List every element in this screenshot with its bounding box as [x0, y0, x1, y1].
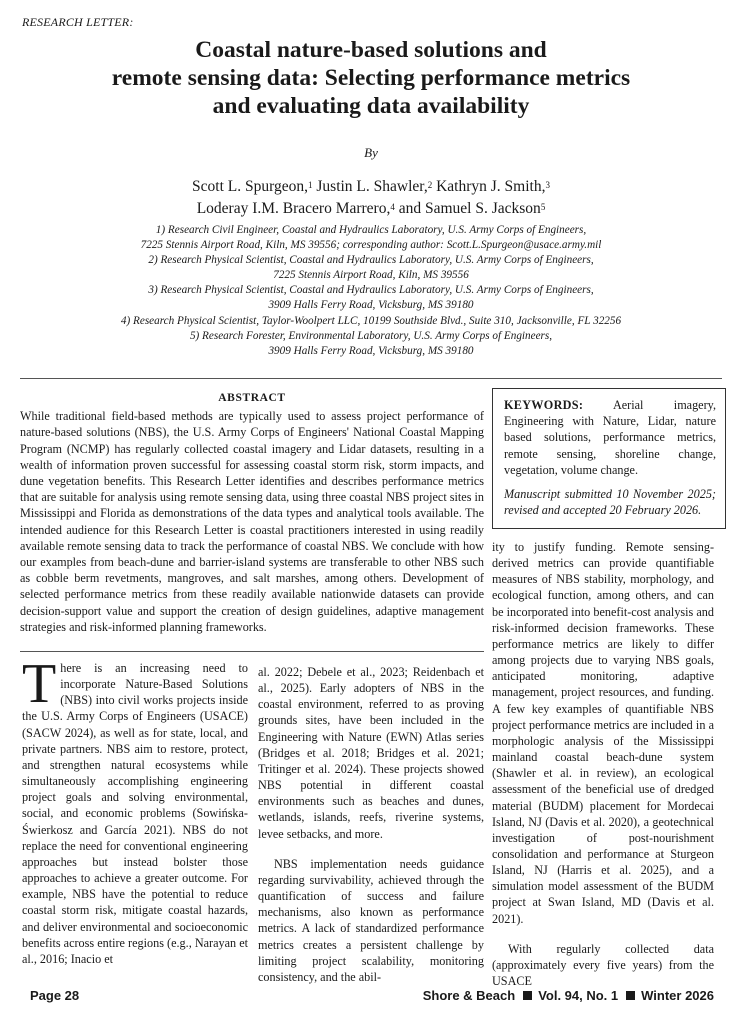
affiliation-line: 1) Research Civil Engineer, Coastal and Hydraulics Laboratory, U.S. Army Corps of Engineers,: [155, 224, 587, 236]
body-paragraph: NBS implementation needs guidance regarding survivability, achieved through the quantification of success and failure mechanisms, also known as performance metrics. A lack of standardized performance metrics creates a persistent challenge by limiting project scalability, monitoring consistency, and the abil-: [258, 856, 484, 984]
title-line-1: Coastal nature-based solutions and: [195, 37, 547, 63]
body-column-1: [22, 653, 248, 967]
journal-issue: Winter 2026: [641, 988, 714, 1003]
abstract-divider: [20, 651, 484, 652]
drop-cap: T: [22, 653, 57, 715]
author-sup: 4: [390, 202, 395, 212]
author-name: Justin L. Shawler,: [312, 178, 428, 195]
body-column-2: [258, 664, 484, 985]
square-bullet-icon: [523, 991, 532, 1000]
affiliation-line: 7225 Stennis Airport Road, Kiln, MS 39556: [273, 269, 469, 282]
abstract-text: While traditional field-based methods are typically used to assess project performance of nature-based solutions (NBS), the U.S. Army Corps of Engineers' National Coastal Mapping Program (NCMP) has regularly collected coastal imagery and Lidar datasets, resulting in a wealth of information proven successful for assessing coastal storm risk, storm impacts, and dune vegetation benefits. This Research Letter identifies and describes performance metrics that are suitable for analysis using remote sensing data, using three coastal NBS project sites in Mississippi and Florida as demonstrations of the data types and analytical tools available. The intended audience for this Research Letter is coastal practitioners interested in using readily available remote sensing data to track the performance of coastal NBS. We conclude with how our examples from beach-dune and barrier-island systems are transferable to other NBS such as cobble berm revetments, mangroves, and salt marshes, among others. Development of selected performance metrics from these readily available nationwide datasets can provide decision-support value and support the creation of design guidelines, adaptive management strategies and risk-informed planning frameworks.: [20, 409, 484, 634]
author-sup: 1: [308, 180, 313, 190]
keywords-box: [492, 388, 726, 529]
author-name: Scott L. Spurgeon,: [192, 178, 308, 195]
author-list: [30, 176, 712, 220]
abstract-heading: ABSTRACT: [218, 392, 286, 404]
square-bullet-icon: [626, 991, 635, 1000]
author-sup: 3: [545, 180, 550, 190]
affiliation-line: 4) Research Physical Scientist, Taylor-Woolpert LLC, 10199 Southside Blvd., Suite 310, Jacksonville, FL 32256: [120, 314, 622, 327]
body-column-3: [492, 539, 714, 989]
affiliation-line: 7225 Stennis Airport Road, Kiln, MS 39556; corresponding author: Scott.L.Spurgeon@usace.army.mil: [140, 239, 602, 252]
affiliation-line: 3909 Halls Ferry Road, Vicksburg, MS 39180: [268, 344, 474, 357]
journal-volume: Vol. 94, No. 1: [538, 988, 619, 1003]
journal-info: [423, 988, 714, 1003]
affiliation-line: 5) Research Forester, Environmental Laboratory, U.S. Army Corps of Engineers,: [189, 329, 553, 342]
author-sup: 5: [540, 202, 546, 212]
author-name: and Samuel S. Jackson: [394, 200, 541, 217]
article-title: [40, 36, 702, 120]
abstract-section: [20, 390, 484, 635]
author-sup: 2: [427, 180, 433, 190]
author-name: Loderay I.M. Bracero Marrero,: [196, 200, 391, 217]
affiliation-line: 2) Research Physical Scientist, Coastal and Hydraulics Laboratory, U.S. Army Corps of Engineers,: [148, 254, 594, 267]
keywords-paragraph: [504, 397, 716, 478]
manuscript-dates: Manuscript submitted 10 November 2025; revised and accepted 20 February 2026.: [504, 487, 716, 518]
article-type-label: RESEARCH LETTER:: [22, 15, 134, 29]
page-footer: [0, 988, 742, 1012]
keywords-text: Aerial imagery, Engineering with Nature, Lidar, nature based solutions, performance metrics, remote sensing, shoreline change, vegetation, volume change.: [504, 398, 716, 477]
affiliations: [30, 223, 712, 359]
body-paragraph: [22, 653, 248, 967]
affiliation-line: 3909 Halls Ferry Road, Vicksburg, MS 39180: [268, 299, 474, 312]
title-line-3: and evaluating data availability: [212, 93, 530, 119]
byline: By: [364, 145, 378, 160]
body-paragraph: al. 2022; Debele et al., 2023; Reidenbach et al., 2025). Early adopters of NBS in the coastal environment, referred to as proving grounds sites, have been included in the Engineering with Nature (EWN) Atlas series (Bridges et al. 2018; Bridges et al. 2021; Tritinger et al. 2024). These projects showed NBS potential in different coastal environments such as beaches and dunes, wetlands, islands, reefs, riverine systems, levee setbacks, and more.: [258, 665, 484, 841]
body-paragraph: With regularly collected data (approximately every five years) from the USACE: [492, 941, 714, 989]
section-divider: [20, 378, 722, 379]
title-line-2: remote sensing data: Selecting performance metrics: [111, 65, 631, 91]
keywords-heading: KEYWORDS:: [504, 398, 584, 412]
page-number: Page 28: [30, 988, 80, 1003]
body-paragraph: ity to justify funding. Remote sensing-derived metrics can provide quantifiable measures of NBS stability, morphology, and ecological function, among others, and can be incorporated into benefit-cost analysis and risk-informed decision frameworks. These performance metrics are likely to differ among projects due to varying NBS goals, anticipated monitoring, adaptive management, project resources, and funding. A few key examples of quantifiable NBS project performance metrics are included in a morphologic analysis of the Mississippi mainland coastal beach-dune system (Shawler et al. in review), an ecological assessment of the beneficial use of dredged material (BUDM) placement for Mordecai Island, NJ (Davis et al. 2020), a geotechnical investigation of post-nourishment consolidation and performance at Sturgeon Island, NJ (Harris et al. 2025), and a simulation model assessment of the BUDM project at Swan Island, MD (Davis et al. 2021).: [492, 540, 714, 926]
journal-name: Shore & Beach: [422, 988, 516, 1003]
affiliation-line: 3) Research Physical Scientist, Coastal and Hydraulics Laboratory, U.S. Army Corps of Engineers,: [148, 284, 594, 297]
body-text: here is an increasing need to incorporate Nature-Based Solutions (NBS) into civil works projects inside the U.S. Army Corps of Engineers (USACE) (SACW 2024), as well as for state, local, and private partners. NBS aim to restore, protect, and strengthen natural ecosystems while simultaneously accomplishing engineering project goals and solving environmental, social, and economic problems (Sowińska-Świerkosz and García 2021). NBS do not replace the need for conventional engineering approaches but instead bolster those approaches to achieve a greater outcome. For example, NBS have the potential to reduce coastal storm risk, mitigate coastal hazards, and deliver environmental and socioeconomic benefits across entire regions (e.g., Narayan et al., 2016; Inacio et: [22, 661, 248, 966]
author-name: Kathryn J. Smith,: [432, 178, 546, 195]
